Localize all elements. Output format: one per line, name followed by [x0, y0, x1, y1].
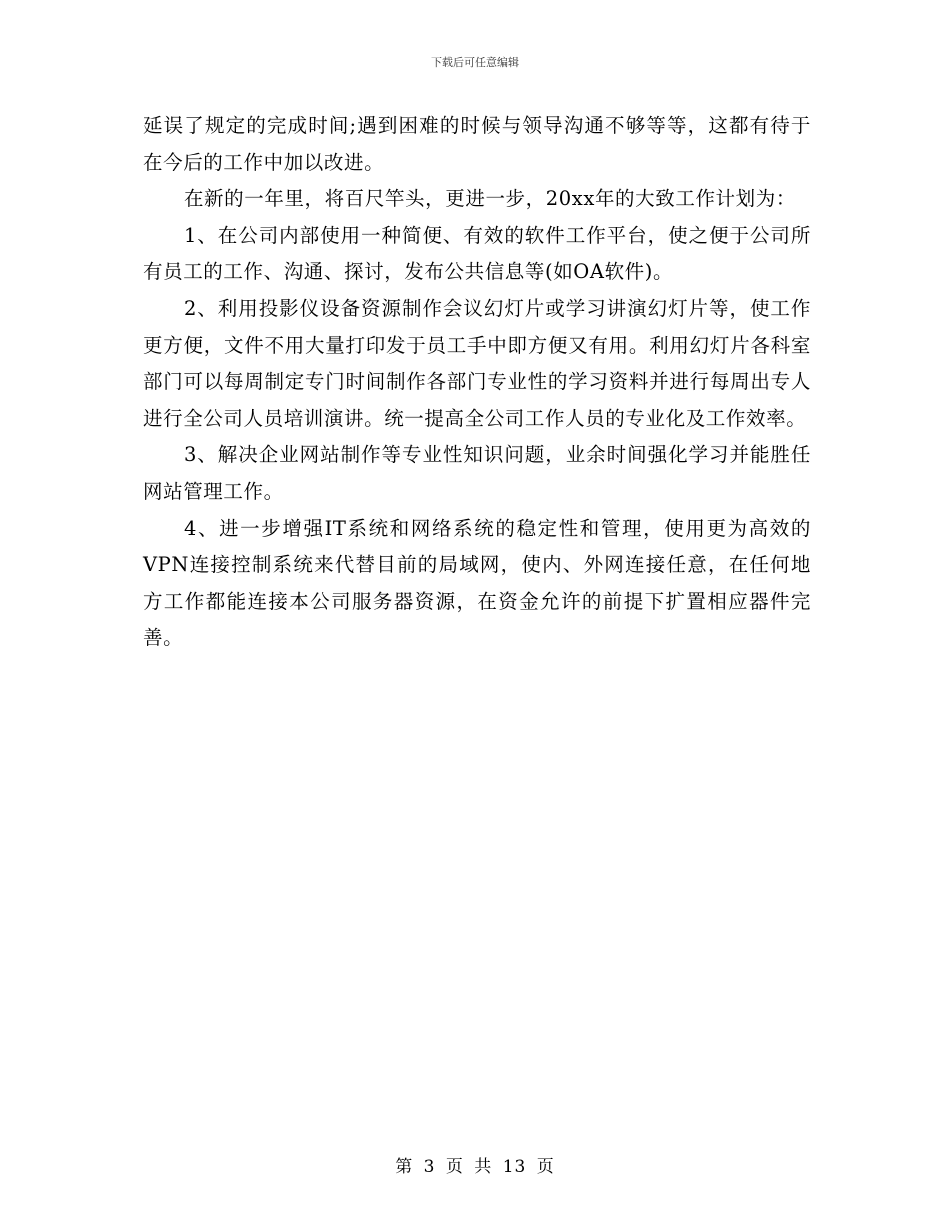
paragraph-item-1: 1、在公司内部使用一种简便、有效的软件工作平台，使之便于公司所有员工的工作、沟通、探讨，发布公共信息等(如OA软件)。 [143, 223, 811, 284]
paragraph-item-2: 2、利用投影仪设备资源制作会议幻灯片或学习讲演幻灯片等，使工作更方便，文件不用大量打印发于员工手中即方便又有用。利用幻灯片各科室部门可以每周制定专门时间制作各部门专业性的学习资料并进行每周出专人进行全公司人员培训演讲。统一提高全公司工作人员的专业化及工作效率。 [143, 296, 811, 430]
paragraph-continuation: 延误了规定的完成时间;遇到困难的时候与领导沟通不够等等，这都有待于在今后的工作中加以改进。 [143, 114, 811, 174]
page-header: 下载后可任意编辑 [431, 56, 519, 69]
paragraph-item-4: 4、进一步增强IT系统和网络系统的稳定性和管理，使用更为高效的VPN连接控制系统来代替目前的局域网，使内、外网连接任意，在任何地方工作都能连接本公司服务器资源，在资金允许的前提下扩置相应器件完善。 [143, 516, 811, 650]
document-body [143, 108, 811, 657]
paragraph-plan-intro: 在新的一年里，将百尺竿头，更进一步，20xx年的大致工作计划为： [183, 187, 796, 211]
page-number-footer: 第 3 页 共 13 页 [395, 1157, 555, 1177]
paragraph-item-3: 3、解决企业网站制作等专业性知识问题，业余时间强化学习并能胜任网站管理工作。 [143, 443, 811, 503]
